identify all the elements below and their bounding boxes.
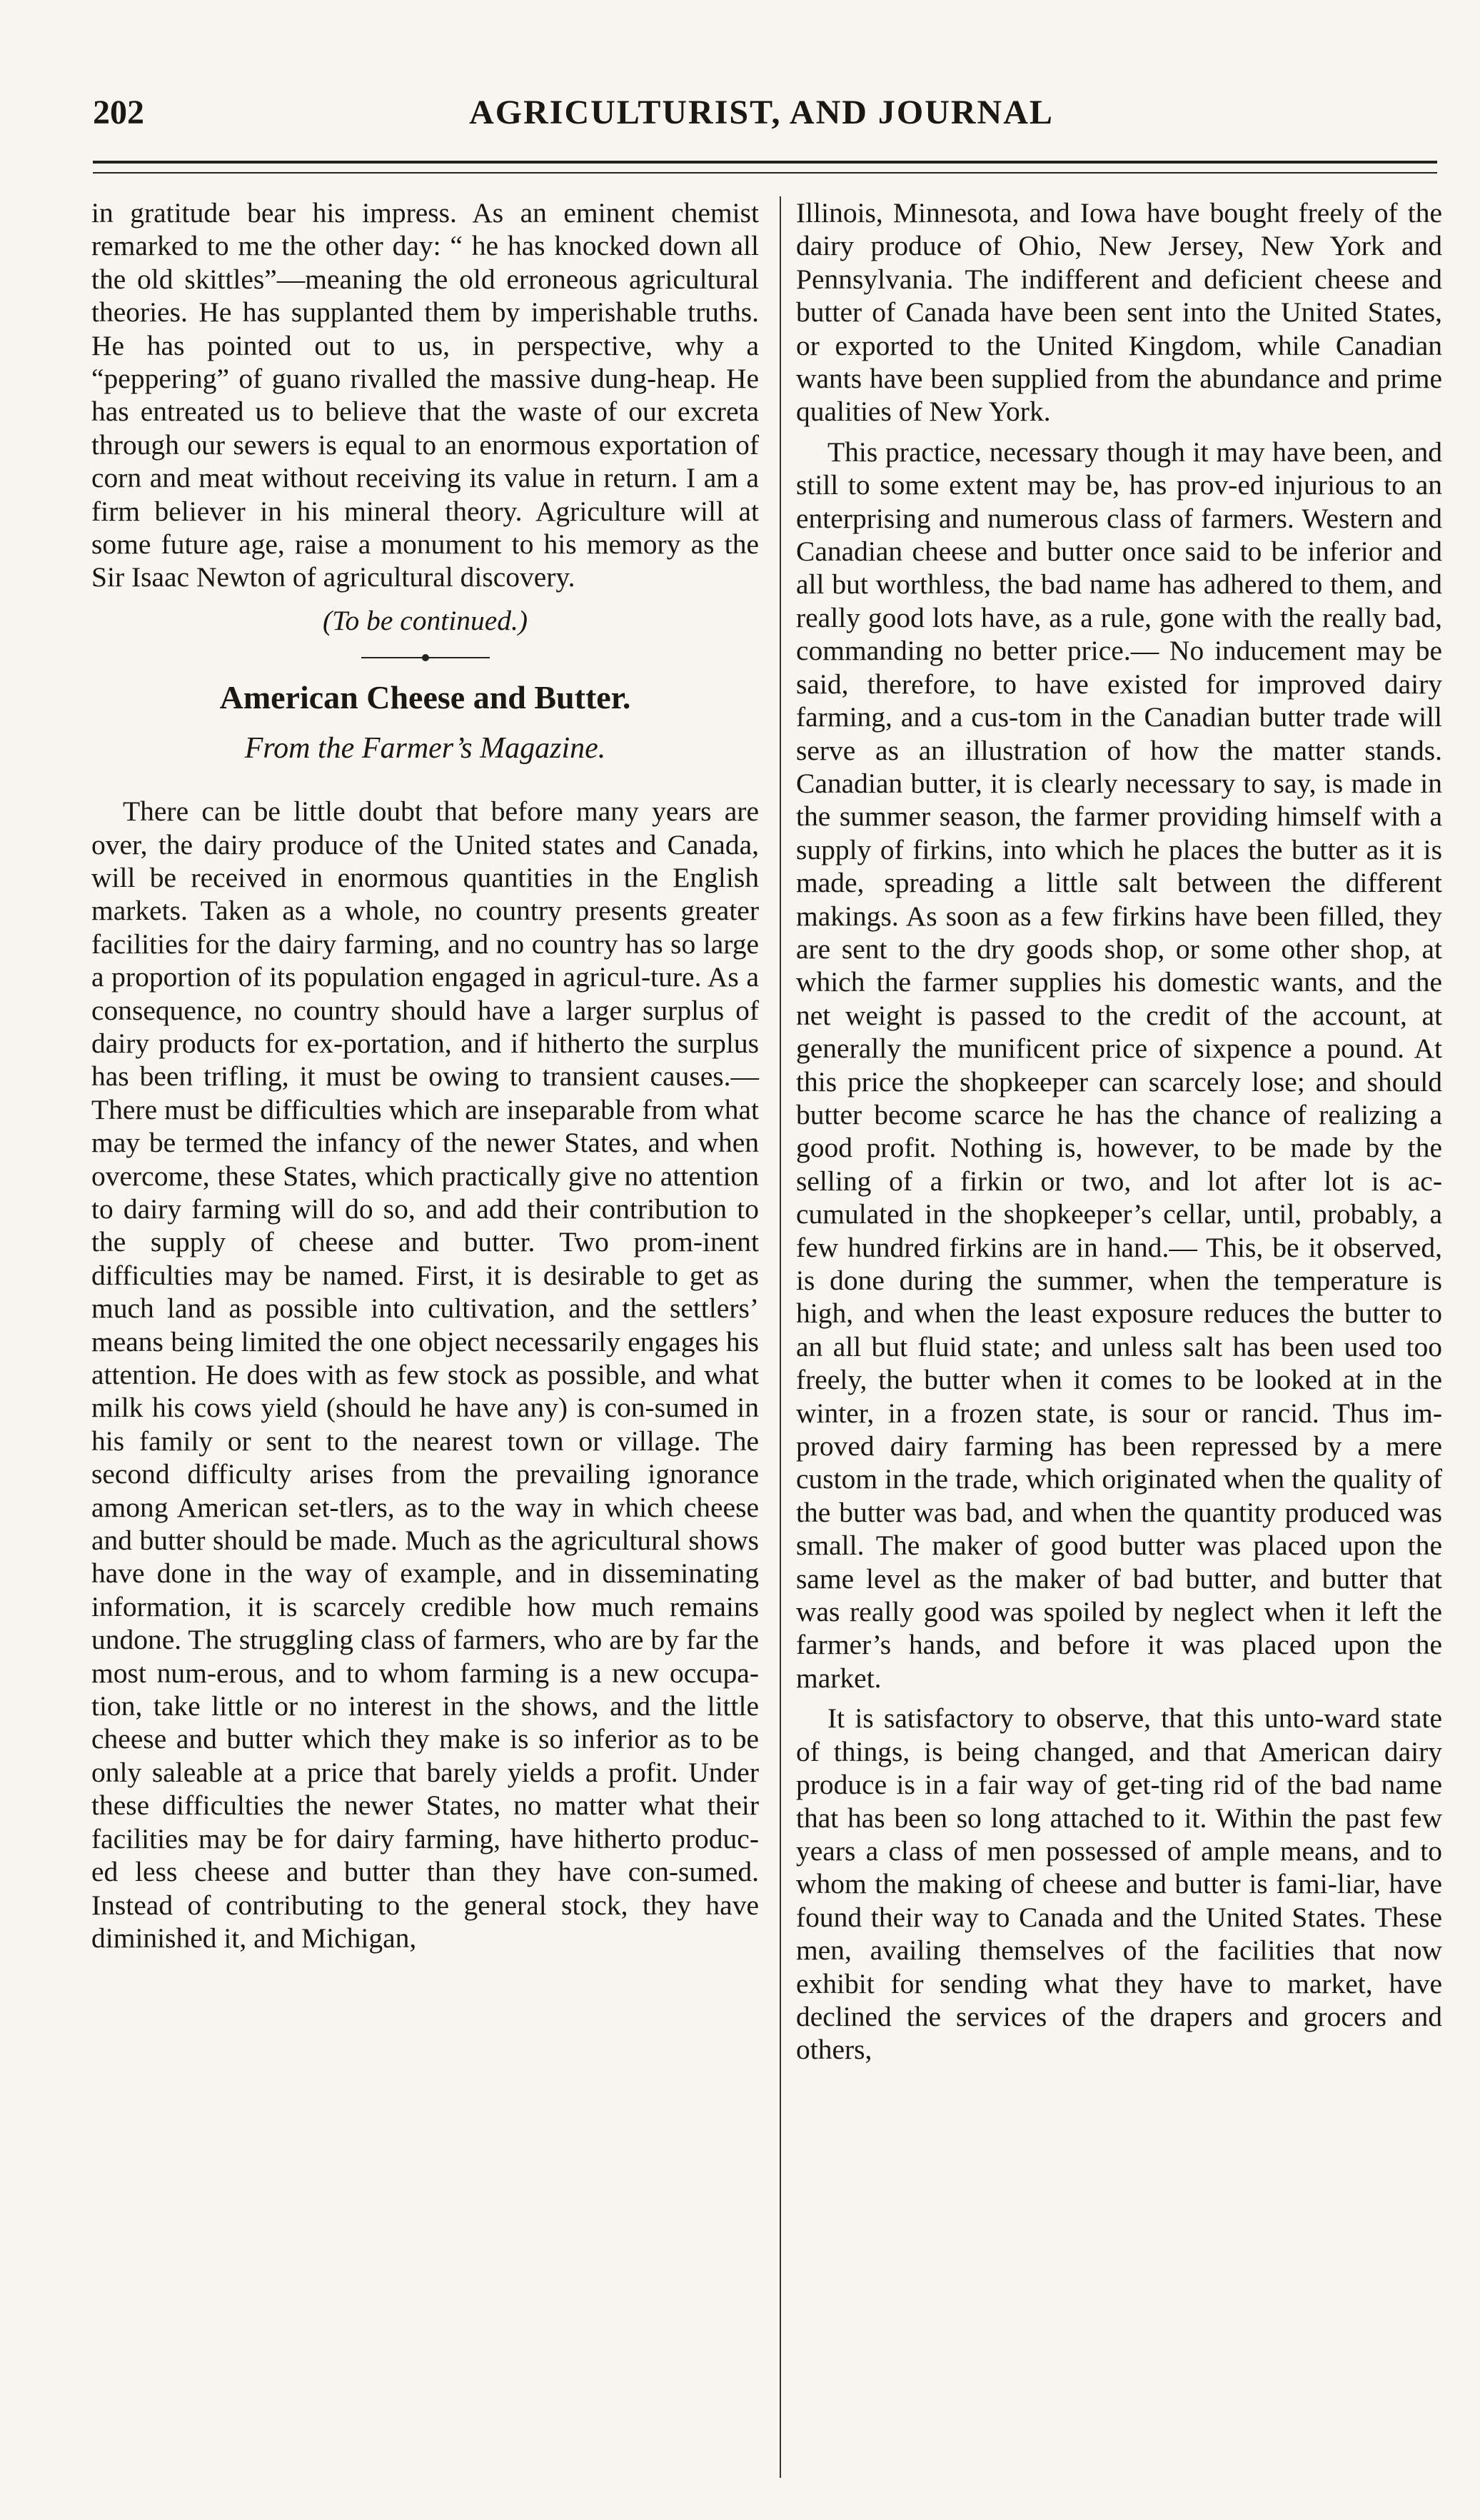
article-paragraph: This practice, necessary though it may have been, and still to some extent may be, has prov-ed injurious to an enterprising and numerous class of farmers. Western and Canadian cheese and butter once said to be inferior and all but worthless, the bad name has adhered to them, and really good lots have, as a rule, gone with the really bad, commanding no better price.— No inducement may be said, therefore, to have existed for improved dairy farming, and a cus-tom in the Canadian butter trade will serve as an illustration of how the matter stands. Canadian butter, it is clearly necessary to say, is made in the summer season, the farmer providing himself with a supply of firkins, into which he places the butter as it is made, spreading a little salt between the different makings. As soon as a few firkins have been filled, they are sent to the dry goods shop, or some other shop, at which the farmer supplies his domestic wants, and the net weight is passed to the credit of the account, at generally the munificent price of sixpence a pound. At this price the shopkeeper can scarcely lose; and should butter become scarce he has the chance of realizing a good profit. Nothing is, however, to be made by the selling of a firkin or two, and lot after lot is ac-cumulated in the shopkeeper’s cellar, until, probably, a few hundred firkins are in hand.— This, be it observed, is done during the summer, when the temperature is high, and when the least exposure reduces the butter to an all but fluid state; and unless salt has been used too freely, the butter when it comes to be looked at in the winter, in a frozen state, is sour or rancid. Thus im-proved dairy farming has been repressed by a mere custom in the trade, which originated when the quality of the butter was bad, and when the quantity produced was small. The maker of good butter was placed upon the same level as the maker of bad butter, and butter that was really good was spoiled by neglect when it left the farmer’s hands, and before it was placed upon the market. — [796, 436, 1442, 1694]
section-ornament — [361, 653, 490, 663]
article-paragraph: It is satisfactory to observe, that this unto-ward state of things, is being changed, and that American dairy produce is in a fair way of get-ting rid of the bad name that has been so long attached to it. Within the past few years a class of men possessed of ample means, and to whom the making of cheese and butter is fami-liar, have found their way to Canada and the United States. These men, availing themselves of the facilities that now exhibit for sending what they have to market, have declined the services of the drapers and grocers and others, — [796, 1702, 1442, 2066]
page-number: 202 — [93, 94, 144, 131]
continued-paragraph: in gratitude bear his impress. As an eminent chemist remarked to me the other day: “ he has knocked down all the old skittles”—meaning the old erroneous agricultural theories. He has supplanted them by imperishable truths. He has pointed out to us, in perspective, why a “peppering” of guano rivalled the massive dung-heap. He has entreated us to believe that the waste of our excreta through our sewers is equal to an enormous exportation of corn and meat without receiving its value in return. I am a firm believer in his mineral theory. Agriculture will at some future age, raise a monument to his memory as the Sir Isaac Newton of agricultural discovery. — [91, 197, 759, 593]
header-rule — [93, 161, 1437, 174]
article-title: American Cheese and Butter. — [219, 679, 631, 716]
to-be-continued-note: (To be continued.) — [322, 604, 528, 636]
column-divider — [780, 196, 781, 2478]
running-header — [86, 93, 1437, 143]
left-column — [91, 196, 759, 1954]
article-source: From the Farmer’s Magazine. — [244, 731, 606, 765]
running-title: AGRICULTURIST, AND JOURNAL — [469, 94, 1054, 131]
article-paragraph-continuation: Illinois, Minnesota, and Iowa have bought freely of the dairy produce of Ohio, New Jersey, New York and Pennsylvania. The indifferent and deficient cheese and butter of Canada have been sent into the United States, or exported to the United Kingdom, while Canadian wants have been supplied from the abundance and prime qualities of New York. — [796, 197, 1442, 428]
right-column — [796, 196, 1442, 2067]
article-paragraph: There can be little doubt that before many years are over, the dairy produce of the United states and Canada, will be received in enormous quantities in the English markets. Taken as a whole, no country presents greater facilities for the dairy farming, and no country has so large a proportion of its population engaged in agricul-ture. As a consequence, no country should have a larger surplus of dairy products for ex-portation, and if hitherto the surplus has been trifling, it must be owing to transient causes.— There must be difficulties which are inseparable from what may be termed the infancy of the newer States, and when overcome, these States, which practically give no attention to dairy farming will do so, and add their contribution to the supply of cheese and butter. Two prom-inent difficulties may be named. First, it is desirable to get as much land as possible into cultivation, and the settlers’ means being limited the one object necessarily engages his attention. He does with as few stock as possible, and what milk his cows yield (should he have any) is con-sumed in his family or sent to the nearest town or village. The second difficulty arises from the prevailing ignorance among American set-tlers, as to the way in which cheese and butter should be made. Much as the agricultural shows have done in the way of example, and in disseminating information, it is scarcely credible how much remains undone. The struggling class of farmers, who are by far the most num-erous, and to whom farming is a new occupa-tion, take little or no interest in the shows, and the little cheese and butter which they make is so inferior as to be only saleable at a price that barely yields a profit. Under these difficulties the newer States, no matter what their facilities may be for dairy farming, have hitherto produc-ed less cheese and butter than they have con-sumed. Instead of contributing to the general stock, they have diminished it, and Michigan, — [91, 795, 759, 1954]
